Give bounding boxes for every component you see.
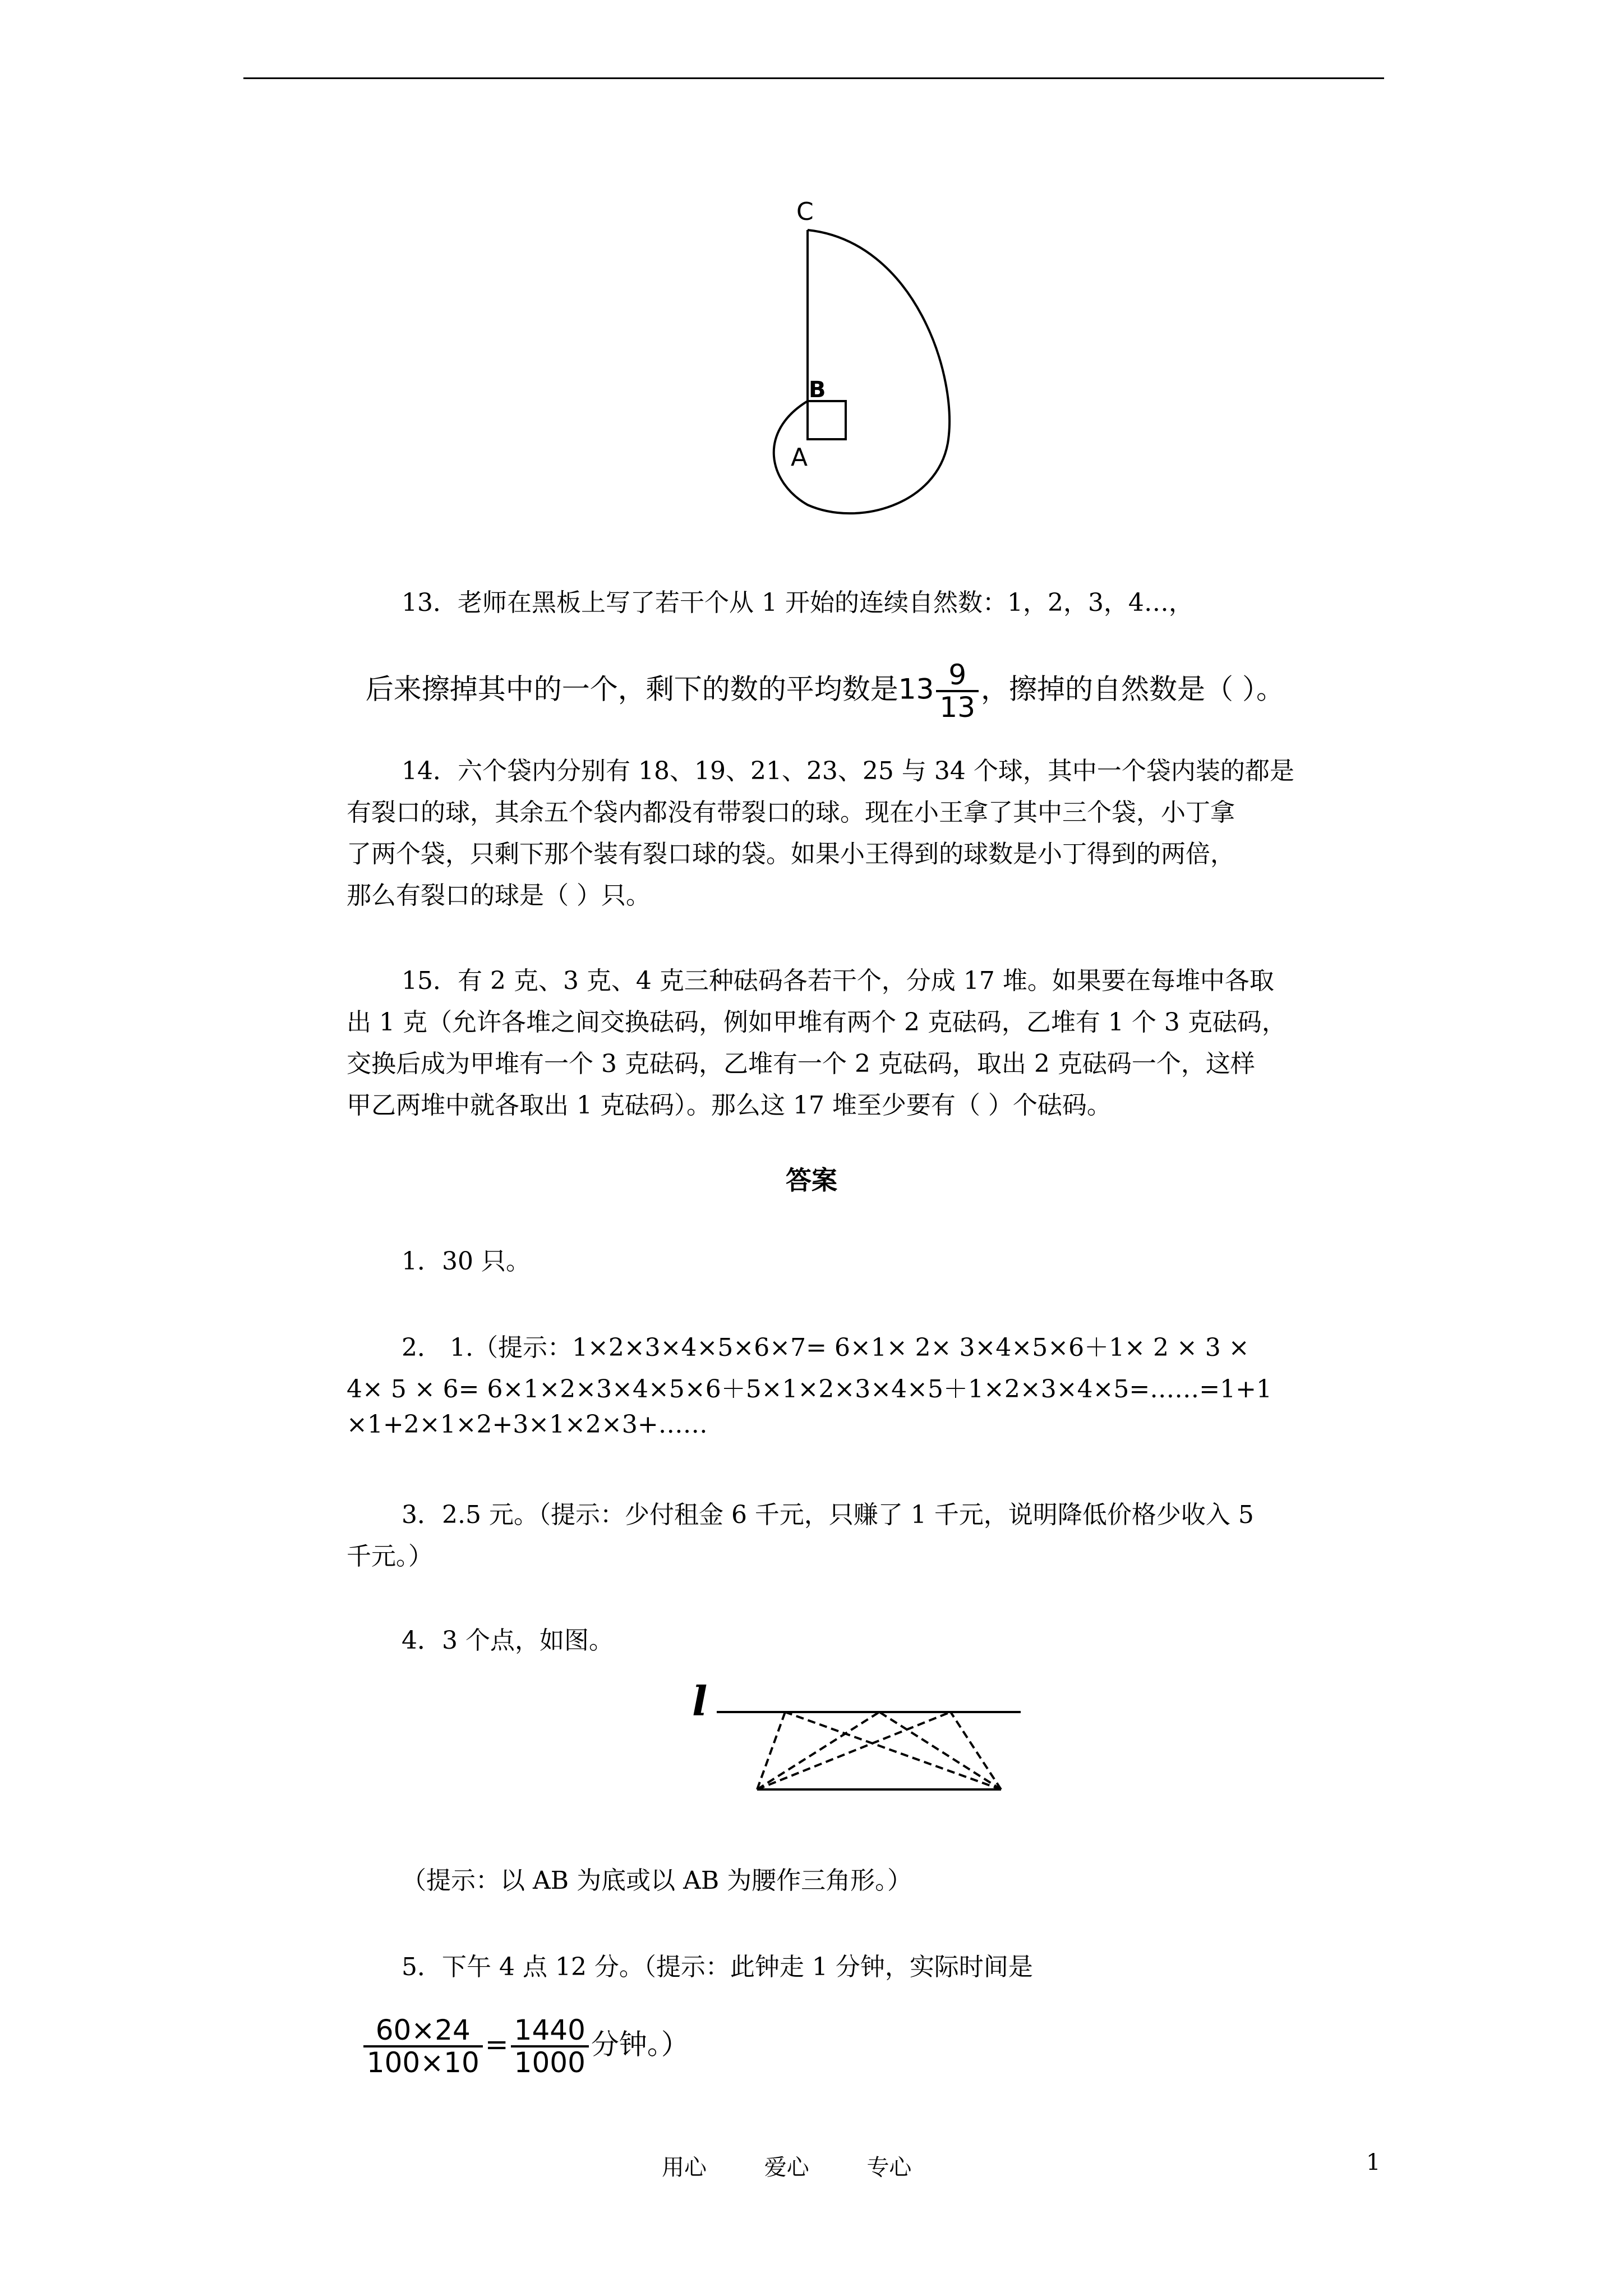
answer-3-line2: 千元。） (347, 1542, 433, 1571)
triangle-figure (684, 1677, 1043, 1806)
q13-line2-after: ，擦掉的自然数是（ ）。 (981, 673, 1284, 706)
q14-line4: 那么有裂口的球是（ ）只。 (347, 881, 651, 910)
label-a: A (791, 443, 808, 472)
q13-line1: 13．老师在黑板上写了若干个从 1 开始的连续自然数：1，2，3，4…， (402, 588, 1193, 617)
label-b: B (809, 377, 826, 403)
a5-equals: = (485, 2028, 509, 2061)
answer-2-line2: 4× 5 × 6= 6×1×2×3×4×5×6＋5×1×2×3×4×5＋1×2×3×4×5=……=1+1 (347, 1375, 1272, 1404)
q15-line4: 甲乙两堆中就各取出 1 克砝码）。那么这 17 堆至少要有（ ）个砝码。 (347, 1091, 1112, 1120)
answer-2-line3: ×1+2×1×2+3×1×2×3+…… (347, 1410, 708, 1439)
header-rule (243, 77, 1384, 79)
a5-fraction-2 (511, 2015, 589, 2078)
answer-5-line2 (343, 1982, 689, 2078)
a5-fraction-1 (363, 2015, 483, 2078)
q13-fraction (936, 660, 979, 723)
label-c: C (796, 197, 814, 226)
a5-frac1-den: 100×10 (366, 2046, 479, 2079)
a5-frac2-num: 1440 (511, 2015, 589, 2047)
q13-frac-num: 9 (936, 660, 979, 692)
footer-item-2: 爱心 (764, 2155, 809, 2180)
answers-heading: 答案 (786, 1165, 837, 1195)
q15-line3: 交换后成为甲堆有一个 3 克砝码，乙堆有一个 2 克砝码，取出 2 克砝码一个，这样 (347, 1050, 1255, 1078)
q13-frac-den: 13 (939, 691, 976, 724)
answer-4-hint: （提示：以 AB 为底或以 AB 为腰作三角形。） (402, 1866, 912, 1895)
answer-4: 4．3 个点，如图。 (402, 1626, 614, 1655)
spiral-figure (746, 191, 981, 539)
label-l: l (692, 1677, 708, 1725)
q13-line2-before: 后来擦掉其中的一个，剩下的数的平均数是13 (365, 673, 934, 706)
footer-item-1: 用心 (662, 2155, 707, 2180)
answer-3-line1: 3．2.5 元。（提示：少付租金 6 千元，只赚了 1 千元，说明降低价格少收入 5 (402, 1501, 1254, 1529)
q14-line3: 了两个袋，只剩下那个装有裂口球的袋。如果小王得到的球数是小丁得到的两倍， (347, 840, 1235, 868)
dashed-sides (757, 1712, 1001, 1789)
q14-line2: 有裂口的球，其余五个袋内都没有带裂口的球。现在小王拿了其中三个袋，小丁拿 (347, 798, 1235, 827)
q15-line1: 15．有 2 克、3 克、4 克三种砝码各若干个，分成 17 堆。如果要在每堆中各取 (402, 967, 1274, 995)
q13-line2 (348, 627, 1284, 723)
footer (662, 2150, 962, 2182)
a5-frac1-num: 60×24 (363, 2015, 483, 2047)
q15-line2: 出 1 克（允许各堆之间交换砝码，例如甲堆有两个 2 克砝码，乙堆有 1 个 3 克砝码， (347, 1008, 1287, 1037)
answer-2-line1: 2． 1.（提示：1×2×3×4×5×6×7= 6×1× 2× 3×4×5×6＋1× 2 × 3 × (402, 1333, 1249, 1362)
page-number: 1 (1366, 2150, 1381, 2175)
a5-frac2-den: 1000 (514, 2046, 585, 2079)
q14-line1: 14．六个袋内分别有 18、19、21、23、25 与 34 个球，其中一个袋内装的都是 (402, 757, 1294, 785)
answer-1: 1．30 只。 (402, 1247, 531, 1276)
square-ab (808, 401, 846, 439)
answer-5-line1: 5．下午 4 点 12 分。（提示：此钟走 1 分钟，实际时间是 (402, 1953, 1033, 1981)
footer-item-3: 专心 (866, 2155, 912, 2180)
a5-after: 分钟。） (591, 2028, 689, 2061)
